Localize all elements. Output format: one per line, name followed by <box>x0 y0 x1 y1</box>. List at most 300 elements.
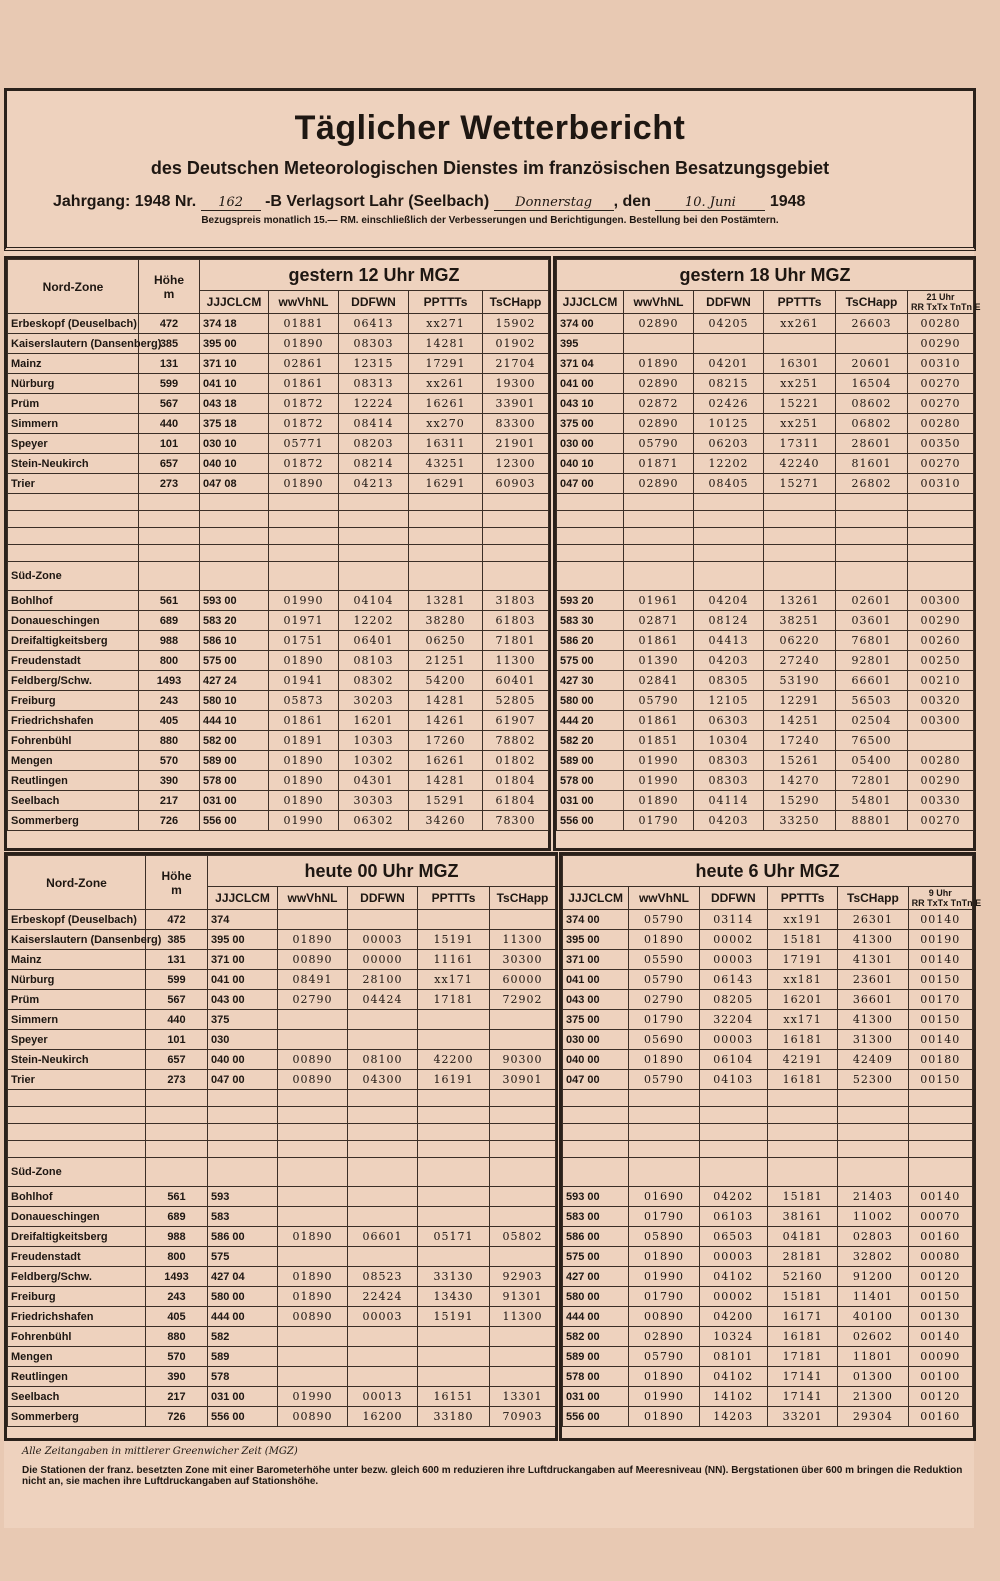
station-height: 726 <box>139 811 200 831</box>
obs-value: 30303 <box>339 791 409 811</box>
empty-cell <box>624 545 694 562</box>
obs-value: xx270 <box>409 414 483 434</box>
station-height: 273 <box>146 1070 208 1090</box>
empty-cell <box>269 545 339 562</box>
section-title: gestern 18 Uhr MGZ <box>557 260 974 291</box>
obs-value <box>418 1187 490 1207</box>
obs-value: 00140 <box>908 1327 972 1347</box>
obs-value: 15902 <box>483 314 549 334</box>
obs-value: 371 10 <box>200 354 269 374</box>
obs-value: 00003 <box>348 930 418 950</box>
obs-value: 72801 <box>836 771 908 791</box>
obs-value: 00002 <box>699 1287 767 1307</box>
col-header: PPTTTs <box>409 291 483 314</box>
obs-value: 575 00 <box>557 651 624 671</box>
station-name: Feldberg/Schw. <box>8 671 139 691</box>
obs-value: 08313 <box>339 374 409 394</box>
station-height: 131 <box>139 354 200 374</box>
empty-cell <box>699 1158 767 1187</box>
empty-cell <box>278 1090 348 1107</box>
obs-value: 031 00 <box>557 791 624 811</box>
obs-value: 043 18 <box>200 394 269 414</box>
empty-cell <box>629 1107 699 1124</box>
obs-value: 16201 <box>339 711 409 731</box>
empty-cell <box>767 1107 837 1124</box>
empty-cell <box>200 562 269 591</box>
obs-value <box>278 1187 348 1207</box>
obs-value: 586 10 <box>200 631 269 651</box>
table-row <box>8 691 549 711</box>
station-name: Fohrenbühl <box>8 731 139 751</box>
empty-cell <box>139 528 200 545</box>
jahrgang-label: Jahrgang: 1948 Nr. <box>53 193 197 210</box>
station-height: 472 <box>139 314 200 334</box>
empty-cell <box>8 528 139 545</box>
table-row <box>8 1207 556 1227</box>
obs-value: 31803 <box>483 591 549 611</box>
obs-value: 23601 <box>838 970 908 990</box>
zone-label-nord: Nord-Zone <box>8 856 146 910</box>
obs-value <box>348 1367 418 1387</box>
obs-value: 54801 <box>836 791 908 811</box>
obs-value: 01861 <box>269 374 339 394</box>
obs-value: 38251 <box>764 611 836 631</box>
obs-value <box>348 1247 418 1267</box>
station-name: Dreifaltigkeitsberg <box>8 1227 146 1247</box>
obs-value: 33201 <box>767 1407 837 1427</box>
table-row <box>8 970 556 990</box>
empty-cell <box>348 1090 418 1107</box>
hoehe-header: Höhe m <box>146 856 208 910</box>
obs-value: 01861 <box>269 711 339 731</box>
station-height: 472 <box>146 910 208 930</box>
station-height: 390 <box>146 1367 208 1387</box>
obs-value: 01990 <box>624 771 694 791</box>
station-height: 561 <box>139 591 200 611</box>
empty-cell <box>557 562 624 591</box>
obs-value: 17181 <box>767 1347 837 1367</box>
obs-value: 586 00 <box>563 1227 629 1247</box>
obs-value: 06143 <box>699 970 767 990</box>
obs-value: 578 <box>208 1367 278 1387</box>
issue-line <box>7 193 973 211</box>
panel-gestern-18 <box>553 256 981 851</box>
obs-value <box>490 1347 556 1367</box>
col-header: TsCHapp <box>483 291 549 314</box>
spacer-row <box>8 1090 556 1107</box>
obs-value: 00090 <box>908 1347 972 1367</box>
obs-value: 00003 <box>699 950 767 970</box>
obs-value: 14281 <box>409 691 483 711</box>
obs-value <box>278 1030 348 1050</box>
obs-value: 375 00 <box>563 1010 629 1030</box>
table-row <box>563 1307 973 1327</box>
obs-value: 01881 <box>269 314 339 334</box>
empty-cell <box>557 511 624 528</box>
table-gestern-18 <box>556 259 981 831</box>
empty-cell <box>200 511 269 528</box>
obs-value: 16201 <box>767 990 837 1010</box>
obs-value: 556 00 <box>200 811 269 831</box>
obs-value: 00003 <box>699 1030 767 1050</box>
obs-value: 01790 <box>629 1287 699 1307</box>
empty-cell <box>764 545 836 562</box>
station-name: Prüm <box>8 394 139 414</box>
obs-value: 043 00 <box>563 990 629 1010</box>
obs-value: 371 00 <box>563 950 629 970</box>
col-header: wwVhNL <box>629 887 699 910</box>
empty-cell <box>764 528 836 545</box>
zone-row <box>8 562 549 591</box>
obs-value: 01790 <box>629 1207 699 1227</box>
obs-value: 05790 <box>629 910 699 930</box>
empty-cell <box>348 1158 418 1187</box>
empty-cell <box>699 1124 767 1141</box>
obs-value: 00120 <box>908 1267 972 1287</box>
obs-value: 582 <box>208 1327 278 1347</box>
table-row <box>557 374 974 394</box>
obs-value: 60903 <box>483 474 549 494</box>
table-row <box>563 1207 973 1227</box>
obs-value: 041 00 <box>557 374 624 394</box>
empty-cell <box>767 1090 837 1107</box>
price-line: Bezugspreis monatlich 15.— RM. einschließlich der Verbesserungen und Berichtigungen. Bestellung bei den Postämtern. <box>201 215 779 226</box>
col-header: DDFWN <box>699 887 767 910</box>
obs-value <box>278 1010 348 1030</box>
obs-value: 76801 <box>836 631 908 651</box>
obs-value: 17141 <box>767 1367 837 1387</box>
obs-value: 01851 <box>624 731 694 751</box>
obs-value: 01890 <box>269 474 339 494</box>
empty-cell <box>339 511 409 528</box>
obs-value: 15181 <box>767 1287 837 1307</box>
obs-value: 08124 <box>694 611 764 631</box>
obs-value: 030 <box>208 1030 278 1050</box>
obs-value: 33250 <box>764 811 836 831</box>
zone-row <box>563 1158 973 1187</box>
empty-cell <box>348 1107 418 1124</box>
issue-number: 162 <box>201 195 261 211</box>
obs-value: 06104 <box>699 1050 767 1070</box>
empty-cell <box>694 528 764 545</box>
hoehe-header: Höhe m <box>139 260 200 314</box>
obs-value: 00080 <box>908 1247 972 1267</box>
obs-value <box>490 1367 556 1387</box>
obs-value: 04181 <box>767 1227 837 1247</box>
obs-value: 15221 <box>764 394 836 414</box>
obs-value: 00250 <box>908 651 974 671</box>
obs-value: 10304 <box>694 731 764 751</box>
empty-cell <box>767 1124 837 1141</box>
empty-cell <box>483 511 549 528</box>
obs-value: 42200 <box>418 1050 490 1070</box>
empty-cell <box>694 511 764 528</box>
empty-cell <box>624 562 694 591</box>
obs-value: 043 10 <box>557 394 624 414</box>
empty-cell <box>836 545 908 562</box>
empty-cell <box>418 1090 490 1107</box>
station-name: Trier <box>8 474 139 494</box>
table-row <box>8 394 549 414</box>
station-name: Trier <box>8 1070 146 1090</box>
obs-value: 11161 <box>418 950 490 970</box>
obs-value: 586 00 <box>208 1227 278 1247</box>
obs-value: 030 00 <box>563 1030 629 1050</box>
obs-value <box>764 334 836 354</box>
obs-value: 38280 <box>409 611 483 631</box>
table-row <box>557 334 974 354</box>
empty-cell <box>139 545 200 562</box>
obs-value: 06302 <box>339 811 409 831</box>
station-height: 440 <box>146 1010 208 1030</box>
empty-cell <box>339 562 409 591</box>
empty-cell <box>563 1107 629 1124</box>
station-name: Speyer <box>8 1030 146 1050</box>
obs-value: 00160 <box>908 1407 972 1427</box>
table-row <box>557 651 974 671</box>
obs-value: 21901 <box>483 434 549 454</box>
station-height: 599 <box>146 970 208 990</box>
obs-value: 16191 <box>418 1070 490 1090</box>
empty-cell <box>339 494 409 511</box>
obs-value: 04104 <box>339 591 409 611</box>
obs-value: 12202 <box>339 611 409 631</box>
obs-value: 17291 <box>409 354 483 374</box>
empty-cell <box>269 511 339 528</box>
obs-value: 41300 <box>838 1010 908 1030</box>
table-row <box>8 671 549 691</box>
obs-value: 02504 <box>836 711 908 731</box>
obs-value: 374 00 <box>557 314 624 334</box>
obs-value: 01890 <box>278 1287 348 1307</box>
obs-value: 444 00 <box>208 1307 278 1327</box>
empty-cell <box>557 528 624 545</box>
obs-value: 427 30 <box>557 671 624 691</box>
empty-cell <box>8 1090 146 1107</box>
empty-cell <box>8 545 139 562</box>
table-row <box>557 454 974 474</box>
obs-value: 04114 <box>694 791 764 811</box>
empty-cell <box>490 1141 556 1158</box>
table-row <box>563 1387 973 1407</box>
obs-value: 04424 <box>348 990 418 1010</box>
obs-value: 01890 <box>269 771 339 791</box>
obs-value: 01990 <box>629 1267 699 1287</box>
obs-value <box>418 1367 490 1387</box>
obs-value: 20601 <box>836 354 908 374</box>
obs-value: 01890 <box>629 1247 699 1267</box>
table-row <box>8 1030 556 1050</box>
obs-value <box>418 1010 490 1030</box>
table-heute-06 <box>562 855 982 1427</box>
table-row <box>8 731 549 751</box>
station-name: Reutlingen <box>8 771 139 791</box>
obs-value: 61803 <box>483 611 549 631</box>
table-row <box>557 751 974 771</box>
station-height: 726 <box>146 1407 208 1427</box>
obs-value: 00310 <box>908 354 974 374</box>
obs-value: 08303 <box>694 771 764 791</box>
issue-year: 1948 <box>769 193 806 210</box>
obs-value: 582 20 <box>557 731 624 751</box>
obs-value: 582 00 <box>200 731 269 751</box>
obs-value: 10125 <box>694 414 764 434</box>
obs-value: 00320 <box>908 691 974 711</box>
table-row <box>563 970 973 990</box>
table-row <box>8 434 549 454</box>
empty-cell <box>836 494 908 511</box>
obs-value: 444 00 <box>563 1307 629 1327</box>
obs-value: 06802 <box>836 414 908 434</box>
obs-value: 27240 <box>764 651 836 671</box>
obs-value: 374 18 <box>200 314 269 334</box>
empty-cell <box>146 1158 208 1187</box>
obs-value: 01990 <box>269 591 339 611</box>
obs-value <box>490 1010 556 1030</box>
col-header-rr: 9 Uhr RR TxTx TnTn E <box>908 887 972 910</box>
empty-cell <box>557 494 624 511</box>
station-name: Freiburg <box>8 691 139 711</box>
obs-value: 12315 <box>339 354 409 374</box>
empty-cell <box>208 1158 278 1187</box>
empty-cell <box>624 511 694 528</box>
obs-value: 01990 <box>278 1387 348 1407</box>
obs-value: 33901 <box>483 394 549 414</box>
station-name: Sommerberg <box>8 1407 146 1427</box>
obs-value: 04200 <box>699 1307 767 1327</box>
obs-value: 14251 <box>764 711 836 731</box>
obs-value: 580 00 <box>208 1287 278 1307</box>
station-name: Donaueschingen <box>8 611 139 631</box>
obs-value: 05790 <box>629 970 699 990</box>
obs-value: 15290 <box>764 791 836 811</box>
station-height: 1493 <box>146 1267 208 1287</box>
obs-value: 00280 <box>908 414 974 434</box>
obs-value: 01751 <box>269 631 339 651</box>
empty-cell <box>269 528 339 545</box>
obs-value: 04301 <box>339 771 409 791</box>
col-header: DDFWN <box>694 291 764 314</box>
station-name: Bohlhof <box>8 1187 146 1207</box>
station-name: Dreifaltigkeitsberg <box>8 631 139 651</box>
obs-value: 32204 <box>699 1010 767 1030</box>
obs-value: 371 00 <box>208 950 278 970</box>
empty-cell <box>483 562 549 591</box>
table-row <box>557 771 974 791</box>
empty-cell <box>908 1158 972 1187</box>
empty-cell <box>139 494 200 511</box>
empty-cell <box>339 528 409 545</box>
obs-value: 06413 <box>339 314 409 334</box>
table-row <box>557 691 974 711</box>
obs-value: 72902 <box>490 990 556 1010</box>
obs-value: 00100 <box>908 1367 972 1387</box>
obs-value: 00190 <box>908 930 972 950</box>
weekday: Donnerstag <box>494 195 614 211</box>
obs-value <box>278 1347 348 1367</box>
obs-value: 81601 <box>836 454 908 474</box>
table-row <box>557 671 974 691</box>
obs-value: 01872 <box>269 414 339 434</box>
empty-cell <box>146 1124 208 1141</box>
empty-cell <box>838 1158 908 1187</box>
obs-value: 371 04 <box>557 354 624 374</box>
obs-value: 02890 <box>624 414 694 434</box>
obs-value: 04204 <box>694 591 764 611</box>
obs-value: 11401 <box>838 1287 908 1307</box>
empty-cell <box>764 494 836 511</box>
empty-cell <box>409 494 483 511</box>
obs-value: 395 <box>557 334 624 354</box>
empty-cell <box>838 1090 908 1107</box>
obs-value: 02790 <box>629 990 699 1010</box>
obs-value: 395 00 <box>200 334 269 354</box>
obs-value <box>418 1030 490 1050</box>
obs-value: 00890 <box>278 1070 348 1090</box>
obs-value <box>418 1347 490 1367</box>
obs-value: 578 00 <box>563 1367 629 1387</box>
obs-value: 01890 <box>269 751 339 771</box>
obs-value: 17311 <box>764 434 836 454</box>
obs-value: 26301 <box>838 910 908 930</box>
obs-value: 06220 <box>764 631 836 651</box>
obs-value: 33130 <box>418 1267 490 1287</box>
obs-value <box>908 731 974 751</box>
table-row <box>563 1010 973 1030</box>
obs-value: 08205 <box>699 990 767 1010</box>
obs-value: 05790 <box>629 1070 699 1090</box>
obs-value <box>278 1367 348 1387</box>
obs-value: 04103 <box>699 1070 767 1090</box>
obs-value: 21251 <box>409 651 483 671</box>
obs-value: 01872 <box>269 394 339 414</box>
table-row <box>557 474 974 494</box>
spacer-row <box>557 545 974 562</box>
obs-value: 593 00 <box>200 591 269 611</box>
obs-value: 01790 <box>624 811 694 831</box>
obs-value: 16311 <box>409 434 483 454</box>
table-row <box>8 1247 556 1267</box>
table-row <box>563 1070 973 1090</box>
obs-value: 427 24 <box>200 671 269 691</box>
obs-value: 03114 <box>699 910 767 930</box>
obs-value: 00002 <box>699 930 767 950</box>
table-row <box>8 1347 556 1367</box>
station-name: Nürburg <box>8 970 146 990</box>
col-header: DDFWN <box>339 291 409 314</box>
obs-value: 586 20 <box>557 631 624 651</box>
obs-value: 01891 <box>269 731 339 751</box>
obs-value: 00210 <box>908 671 974 691</box>
obs-value: 08305 <box>694 671 764 691</box>
obs-value: 04205 <box>694 314 764 334</box>
empty-cell <box>764 511 836 528</box>
obs-value <box>490 1247 556 1267</box>
obs-value: 040 00 <box>208 1050 278 1070</box>
obs-value: 08303 <box>694 751 764 771</box>
obs-value: 10324 <box>699 1327 767 1347</box>
empty-cell <box>208 1141 278 1158</box>
empty-cell <box>908 1090 972 1107</box>
obs-value: 12105 <box>694 691 764 711</box>
table-row <box>557 414 974 434</box>
empty-cell <box>269 494 339 511</box>
empty-cell <box>409 562 483 591</box>
station-name: Mengen <box>8 751 139 771</box>
spacer-row <box>557 494 974 511</box>
obs-value: 00180 <box>908 1050 972 1070</box>
obs-value: 04201 <box>694 354 764 374</box>
